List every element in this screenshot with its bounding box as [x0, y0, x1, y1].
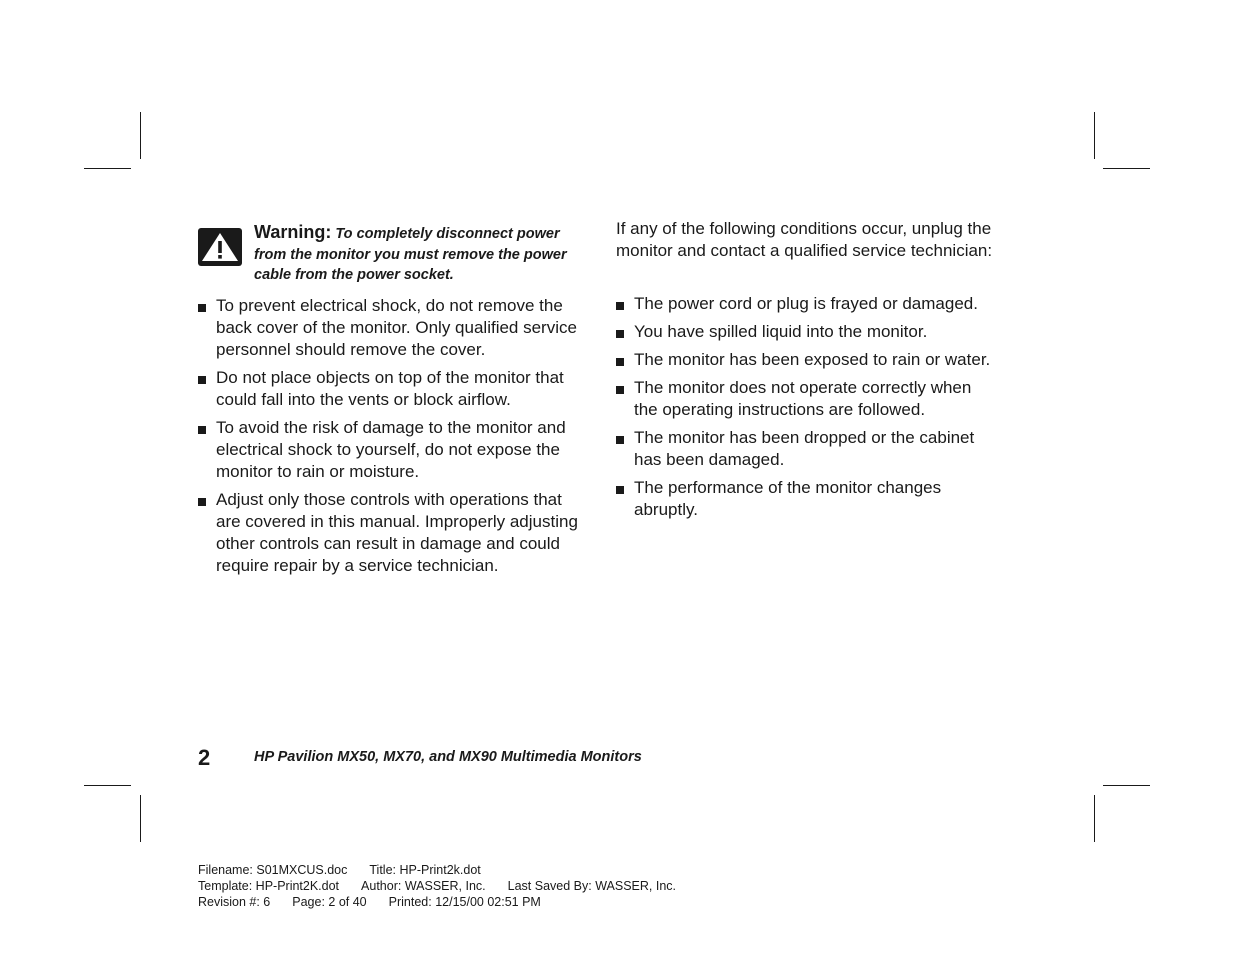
crop-mark-top-right-horizontal — [1103, 168, 1150, 169]
list-item-text: Adjust only those controls with operations that are covered in this manual. Improperly adjusting other controls can result in damage and could require repair by a service technician. — [216, 490, 578, 575]
crop-mark-top-right-vertical — [1094, 112, 1095, 159]
list-item-text: The power cord or plug is frayed or damaged. — [634, 294, 978, 313]
file-info-template: Template: HP-Print2K.dot — [198, 879, 340, 893]
bullet-square-icon — [616, 436, 624, 444]
list-item — [198, 489, 578, 577]
bullet-square-icon — [198, 498, 206, 506]
conditions-list — [616, 293, 996, 527]
crop-mark-bottom-left-horizontal — [84, 785, 131, 786]
bullet-square-icon — [198, 304, 206, 312]
bullet-square-icon — [616, 330, 624, 338]
file-info — [198, 862, 698, 910]
crop-mark-bottom-right-horizontal — [1103, 785, 1150, 786]
list-item-text: The performance of the monitor changes abruptly. — [634, 478, 942, 519]
file-info-title: Title: HP-Print2k.dot — [369, 863, 481, 877]
bullet-square-icon — [616, 386, 624, 394]
list-item-text: You have spilled liquid into the monitor. — [634, 322, 928, 341]
warning-text — [254, 222, 574, 286]
document-title: HP Pavilion MX50, MX70, and MX90 Multimedia Monitors — [254, 749, 642, 765]
crop-mark-bottom-left-vertical — [140, 795, 141, 842]
list-item-text: To prevent electrical shock, do not remove the back cover of the monitor. Only qualified service personnel should remove the cover. — [216, 296, 577, 359]
file-info-page: Page: 2 of 40 — [292, 895, 367, 909]
list-item — [198, 295, 578, 361]
file-info-author: Author: WASSER, Inc. — [361, 879, 486, 893]
bullet-square-icon — [616, 358, 624, 366]
page-number: 2 — [198, 745, 211, 770]
bullet-square-icon — [616, 486, 624, 494]
list-item — [616, 377, 996, 421]
list-item-text: To avoid the risk of damage to the monitor and electrical shock to yourself, do not expose the monitor to rain or moisture. — [216, 418, 566, 481]
list-item — [198, 367, 578, 411]
crop-mark-top-left-vertical — [140, 112, 141, 159]
list-item — [198, 417, 578, 483]
list-item — [616, 321, 996, 343]
file-info-row — [198, 862, 698, 878]
crop-mark-top-left-horizontal — [84, 168, 131, 169]
list-item — [616, 293, 996, 315]
file-info-row — [198, 894, 698, 910]
file-info-printed: Printed: 12/15/00 02:51 PM — [388, 895, 541, 909]
file-info-last-saved: Last Saved By: WASSER, Inc. — [507, 879, 676, 893]
file-info-filename: Filename: S01MXCUS.doc — [198, 863, 348, 877]
file-info-row — [198, 878, 698, 894]
warning-triangle-icon — [198, 228, 242, 266]
crop-mark-bottom-right-vertical — [1094, 795, 1095, 842]
list-item-text: The monitor has been dropped or the cabinet has been damaged. — [634, 428, 975, 469]
list-item-text: The monitor does not operate correctly when the operating instructions are followed. — [634, 378, 972, 419]
bullet-square-icon — [198, 376, 206, 384]
list-item — [616, 349, 996, 371]
bullet-square-icon — [616, 302, 624, 310]
list-item — [616, 427, 996, 471]
bullet-square-icon — [198, 426, 206, 434]
list-item-text: Do not place objects on top of the monitor that could fall into the vents or block airflow. — [216, 368, 564, 409]
list-item-text: The monitor has been exposed to rain or water. — [634, 350, 991, 369]
warning-label: Warning: — [254, 222, 332, 242]
file-info-revision: Revision #: 6 — [198, 895, 271, 909]
warning-message: To completely disconnect power from the monitor you must remove the power cable from the power socket. — [254, 226, 567, 283]
conditions-intro: If any of the following conditions occur, unplug the monitor and contact a qualified service technician: — [616, 219, 993, 260]
list-item — [616, 477, 996, 521]
safety-list-left — [198, 295, 578, 583]
